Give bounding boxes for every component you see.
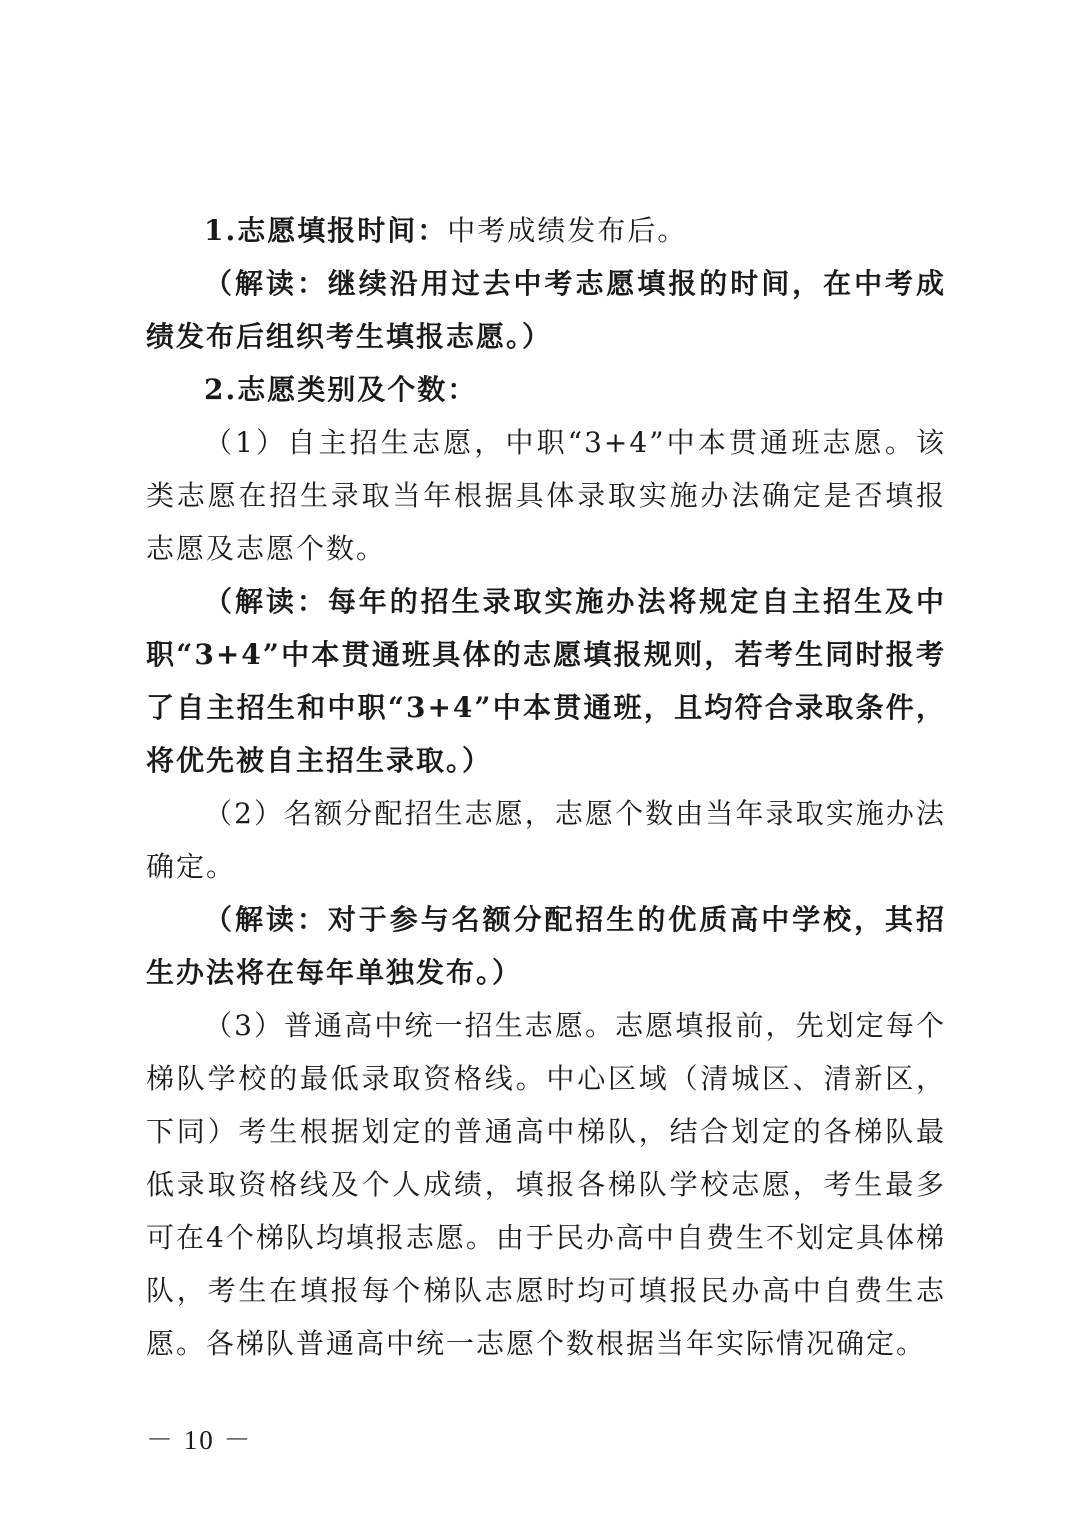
- document-body: [146, 204, 946, 1370]
- paragraph-categories-heading: [146, 363, 946, 416]
- paragraph-application-time: [146, 204, 946, 257]
- paragraph-interpretation-2: （解读：每年的招生录取实施办法将规定自主招生及中职“3+4”中本贯通班具体的志愿填报规则，若考生同时报考了自主招生和中职“3+4”中本贯通班，且均符合录取条件，将优先被自主招生录取。）: [146, 585, 946, 777]
- paragraph-item-1: （1）自主招生志愿，中职“3+4”中本贯通班志愿。该类志愿在招生录取当年根据具体录取实施办法确定是否填报志愿及志愿个数。: [146, 426, 946, 565]
- application-time-text: 中考成绩发布后。: [447, 214, 688, 247]
- heading-application-time: 1.志愿填报时间：: [204, 214, 448, 247]
- paragraph-item-3: （3）普通高中统一招生志愿。志愿填报前，先划定每个梯队学校的最低录取资格线。中心区域（清城区、清新区，下同）考生根据划定的普通高中梯队，结合划定的各梯队最低录取资格线及个人成绩，填报各梯队学校志愿，考生最多可在4个梯队均填报志愿。由于民办高中自费生不划定具体梯队，考生在填报每个梯队志愿时均可填报民办高中自费生志愿。各梯队普通高中统一志愿个数根据当年实际情况确定。: [146, 1009, 946, 1360]
- paragraph-interpretation-3: （解读：对于参与名额分配招生的优质高中学校，其招生办法将在每年单独发布。）: [146, 903, 946, 989]
- paragraph-item-2: （2）名额分配招生志愿，志愿个数由当年录取实施办法确定。: [146, 797, 946, 883]
- heading-categories: 2.志愿类别及个数：: [204, 373, 478, 406]
- paragraph-interpretation-1: （解读：继续沿用过去中考志愿填报的时间，在中考成绩发布后组织考生填报志愿。）: [146, 267, 946, 353]
- page-number: － 10 －: [146, 1425, 253, 1455]
